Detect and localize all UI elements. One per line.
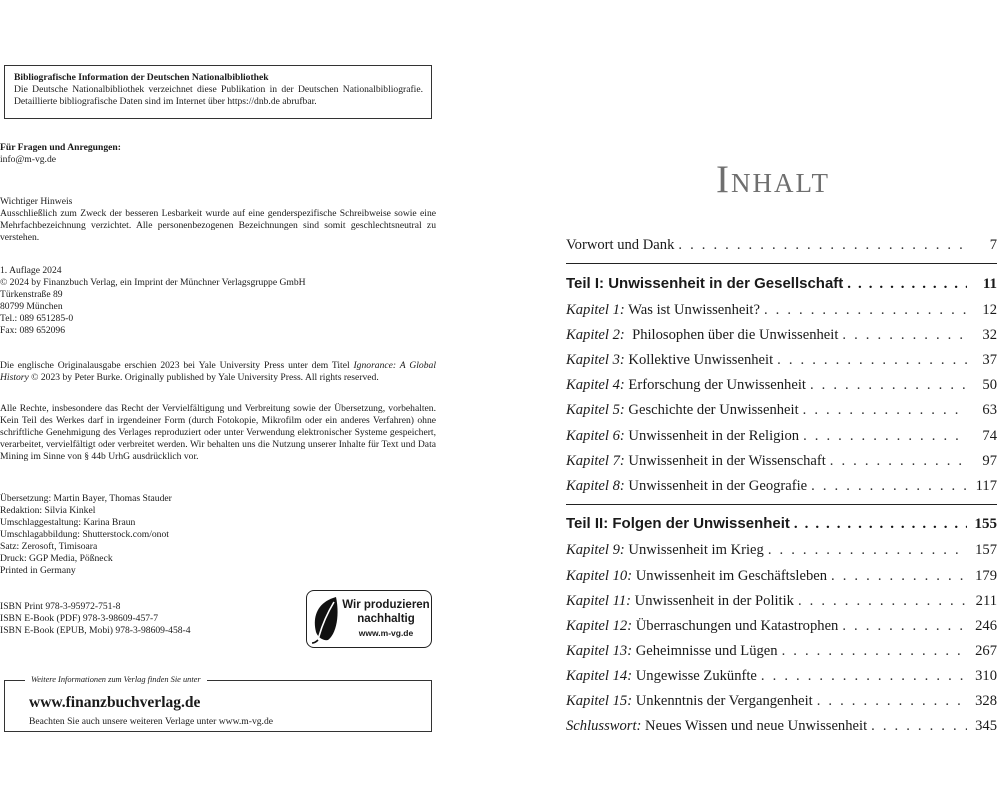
toc-chapter[interactable] (566, 690, 997, 712)
toc-leader (842, 615, 967, 637)
toc-chapter[interactable] (566, 539, 997, 561)
toc-page-number: 32 (982, 327, 997, 343)
toc-page-number: 155 (974, 516, 997, 532)
toc-page-number: 97 (982, 453, 997, 469)
publisher-street: Türkenstraße 89 (0, 289, 63, 300)
toc-chapter[interactable] (566, 715, 997, 737)
credit-line: Übersetzung: Martin Bayer, Thomas Stauder (0, 493, 172, 504)
toc-title: Inhalt (716, 158, 830, 201)
chapter-title: Geheimnisse und Lügen (632, 643, 778, 659)
chapter-title: Erforschung der Unwissenheit (624, 377, 806, 393)
toc-page-number: 37 (982, 352, 997, 368)
sustainability-seal (306, 590, 432, 648)
publisher-fax: Fax: 089 652096 (0, 325, 66, 336)
toc-entry-label: Vorwort und Dank (566, 237, 675, 253)
chapter-number: Kapitel 4: (566, 377, 625, 393)
toc-part-1[interactable] (566, 273, 997, 295)
toc-chapter[interactable] (566, 324, 997, 346)
chapter-title: Unwissenheit in der Geografie (624, 478, 808, 494)
toc-leader (830, 450, 967, 472)
chapter-title: Unkenntnis der Vergangenheit (632, 693, 813, 709)
toc-chapter[interactable] (566, 665, 997, 687)
publisher-website-box (4, 675, 432, 732)
isbn-line: ISBN Print 978-3-95972-751-8 (0, 601, 121, 612)
toc-chapter[interactable] (566, 450, 997, 472)
toc-chapter[interactable] (566, 475, 997, 497)
toc-page-number: 63 (982, 402, 997, 418)
toc-page-number: 7 (989, 237, 997, 253)
toc-leader (782, 640, 967, 662)
chapter-title: Was ist Unwissenheit? (624, 302, 760, 318)
notice-block (0, 196, 436, 244)
toc-chapter[interactable] (566, 640, 997, 662)
chapter-number: Kapitel 6: (566, 428, 625, 444)
chapter-title: Überraschungen und Katastrophen (632, 618, 839, 634)
toc-page-number: 211 (975, 593, 997, 609)
toc-chapter[interactable] (566, 565, 997, 587)
toc-leader (777, 349, 967, 371)
toc-page-number: 179 (975, 568, 997, 584)
toc-page-number: 246 (975, 618, 997, 634)
notice-heading: Wichtiger Hinweis (0, 196, 73, 207)
chapter-number: Kapitel 14: (566, 668, 633, 684)
chapter-title: Unwissenheit in der Politik (631, 593, 794, 609)
toc-leader (811, 475, 967, 497)
chapter-title: Geschichte der Unwissenheit (624, 402, 799, 418)
isbn-list (0, 601, 300, 637)
original-title: Ignorance: A Global History (0, 360, 436, 383)
chapter-number: Schlusswort: (566, 718, 642, 734)
contact-heading: Für Fragen und Anregungen: (0, 142, 121, 153)
toc-leader (810, 374, 967, 396)
bibliographic-info-title: Bibliografische Information der Deutschen Nationalbibliothek (14, 72, 269, 83)
contact-block (0, 142, 436, 166)
leaf-icon (310, 594, 342, 644)
toc-chapter[interactable] (566, 349, 997, 371)
credit-line: Umschlaggestaltung: Karina Braun (0, 517, 136, 528)
chapter-number: Kapitel 10: (566, 568, 633, 584)
toc-page (560, 0, 1000, 800)
chapter-title: Ungewisse Zukünfte (632, 668, 757, 684)
original-text-before: Die englische Originalausgabe erschien 2023 bei Yale University Press unter dem Titel (0, 360, 354, 371)
original-text-after: © 2023 by Peter Burke. Originally published by Yale University Press. All rights reserved. (28, 372, 379, 383)
publisher-block (0, 265, 436, 337)
toc-divider (566, 263, 997, 264)
original-edition-note (0, 360, 436, 384)
toc-page-number: 11 (982, 276, 997, 292)
toc-leader (803, 425, 967, 447)
toc-leader (794, 513, 967, 535)
credit-line: Redaktion: Silvia Kinkel (0, 505, 96, 516)
chapter-title: Kollektive Unwissenheit (624, 352, 774, 368)
toc-leader (764, 299, 967, 321)
chapter-number: Kapitel 3: (566, 352, 625, 368)
toc-chapter[interactable] (566, 299, 997, 321)
toc-page-number: 328 (975, 693, 997, 709)
publisher-tel: Tel.: 089 651285-0 (0, 313, 74, 324)
toc-page-number: 310 (975, 668, 997, 684)
publisher-city: 80799 München (0, 301, 63, 312)
toc-leader (803, 399, 967, 421)
bibliographic-info-box (4, 65, 432, 119)
chapter-number: Kapitel 12: (566, 618, 633, 634)
toc-chapter[interactable] (566, 425, 997, 447)
credit-line: Umschlagabbildung: Shutterstock.com/onot (0, 529, 169, 540)
contact-email: info@m-vg.de (0, 154, 56, 165)
bibliographic-info-text: Die Deutsche Nationalbibliothek verzeichnet diese Publikation in der Deutschen Nationalbibliografie. Detaillierte bibliografische Daten sind im Internet über https://dnb.de abrufbar. (14, 84, 423, 107)
isbn-line: ISBN E-Book (PDF) 978-3-98609-457-7 (0, 613, 159, 624)
seal-line-2: nachhaltig (357, 613, 415, 625)
toc-page-number: 12 (982, 302, 997, 318)
toc-leader (768, 539, 967, 561)
chapter-number: Kapitel 2: (566, 327, 625, 343)
chapter-title: Unwissenheit im Krieg (624, 542, 764, 558)
chapter-title: Unwissenheit in der Wissenschaft (624, 453, 826, 469)
chapter-number: Kapitel 9: (566, 542, 625, 558)
credit-line: Satz: Zerosoft, Timisoara (0, 541, 98, 552)
seal-line-1: Wir produzieren (342, 599, 430, 611)
edition: 1. Auflage 2024 (0, 265, 62, 276)
toc-page-number: 50 (982, 377, 997, 393)
toc-leader (831, 565, 967, 587)
chapter-title: Unwissenheit in der Religion (624, 428, 800, 444)
isbn-line: ISBN E-Book (EPUB, Mobi) 978-3-98609-458-4 (0, 625, 191, 636)
toc-leader (842, 324, 967, 346)
chapter-number: Kapitel 7: (566, 453, 625, 469)
credit-line: Printed in Germany (0, 565, 76, 576)
toc-chapter[interactable] (566, 615, 997, 637)
toc-entry-foreword[interactable] (566, 234, 997, 256)
toc-leader (847, 273, 967, 295)
toc-page-number: 74 (982, 428, 997, 444)
toc-page-number: 157 (975, 542, 997, 558)
rights-notice: Alle Rechte, insbesondere das Recht der Vervielfältigung und Verbreitung sowie der Übersetzung, vorbehalten. Kein Teil des Werkes darf in irgendeiner Form (durch Fotokopie, Mikrofilm oder ein anderes Verfahren) ohne schriftliche Genehmigung des Verlages reproduziert oder unter Verwendung elektronischer Systeme gespeichert, verarbeitet, vervielfältigt oder verbreitet werden. Wir behalten uns die Nutzung unserer Inhalte für Text und Data Mining im Sinne von § 44b UrhG ausdrücklich vor. (0, 403, 436, 462)
toc-leader (798, 590, 967, 612)
website-url[interactable]: www.finanzbuchverlag.de (29, 694, 201, 711)
toc-leader (871, 715, 967, 737)
toc-part-label: Teil I: Unwissenheit in der Gesellschaft (566, 275, 844, 292)
chapter-title: Unwissenheit im Geschäftsleben (632, 568, 828, 584)
toc-page-number: 345 (975, 718, 997, 734)
toc-page-number: 117 (975, 478, 997, 494)
chapter-number: Kapitel 15: (566, 693, 633, 709)
toc-chapter[interactable] (566, 374, 997, 396)
credits-list (0, 493, 436, 577)
chapter-title: Philosophen über die Unwissenheit (624, 327, 839, 343)
credit-line: Druck: GGP Media, Pößneck (0, 553, 113, 564)
website-note: Beachten Sie auch unsere weiteren Verlage unter www.m-vg.de (29, 716, 274, 727)
chapter-number: Kapitel 1: (566, 302, 625, 318)
chapter-title: Neues Wissen und neue Unwissenheit (641, 718, 868, 734)
imprint-page (0, 0, 440, 800)
toc-chapter[interactable] (566, 590, 997, 612)
chapter-number: Kapitel 11: (566, 593, 631, 609)
chapter-number: Kapitel 8: (566, 478, 625, 494)
toc-leader (678, 234, 967, 256)
toc-divider (566, 504, 997, 505)
toc-page-number: 267 (975, 643, 997, 659)
toc-chapter[interactable] (566, 399, 997, 421)
toc-leader (817, 690, 967, 712)
toc-part-label: Teil II: Folgen der Unwissenheit (566, 515, 790, 532)
chapter-number: Kapitel 13: (566, 643, 633, 659)
notice-text: Ausschließlich zum Zweck der besseren Lesbarkeit wurde auf eine genderspezifische Schreibweise sowie eine Mehrfachbezeichnung verzichtet. Alle personenbezogenen Bezeichnungen sind somit geschlechtsneutral zu verstehen. (0, 208, 436, 243)
seal-url: www.m-vg.de (358, 628, 414, 638)
toc-leader (761, 665, 967, 687)
toc-part-2[interactable] (566, 513, 997, 535)
copyright: © 2024 by Finanzbuch Verlag, ein Imprint der Münchner Verlagsgruppe GmbH (0, 277, 306, 288)
chapter-number: Kapitel 5: (566, 402, 625, 418)
website-legend: Weitere Informationen zum Verlag finden Sie unter (25, 674, 207, 686)
